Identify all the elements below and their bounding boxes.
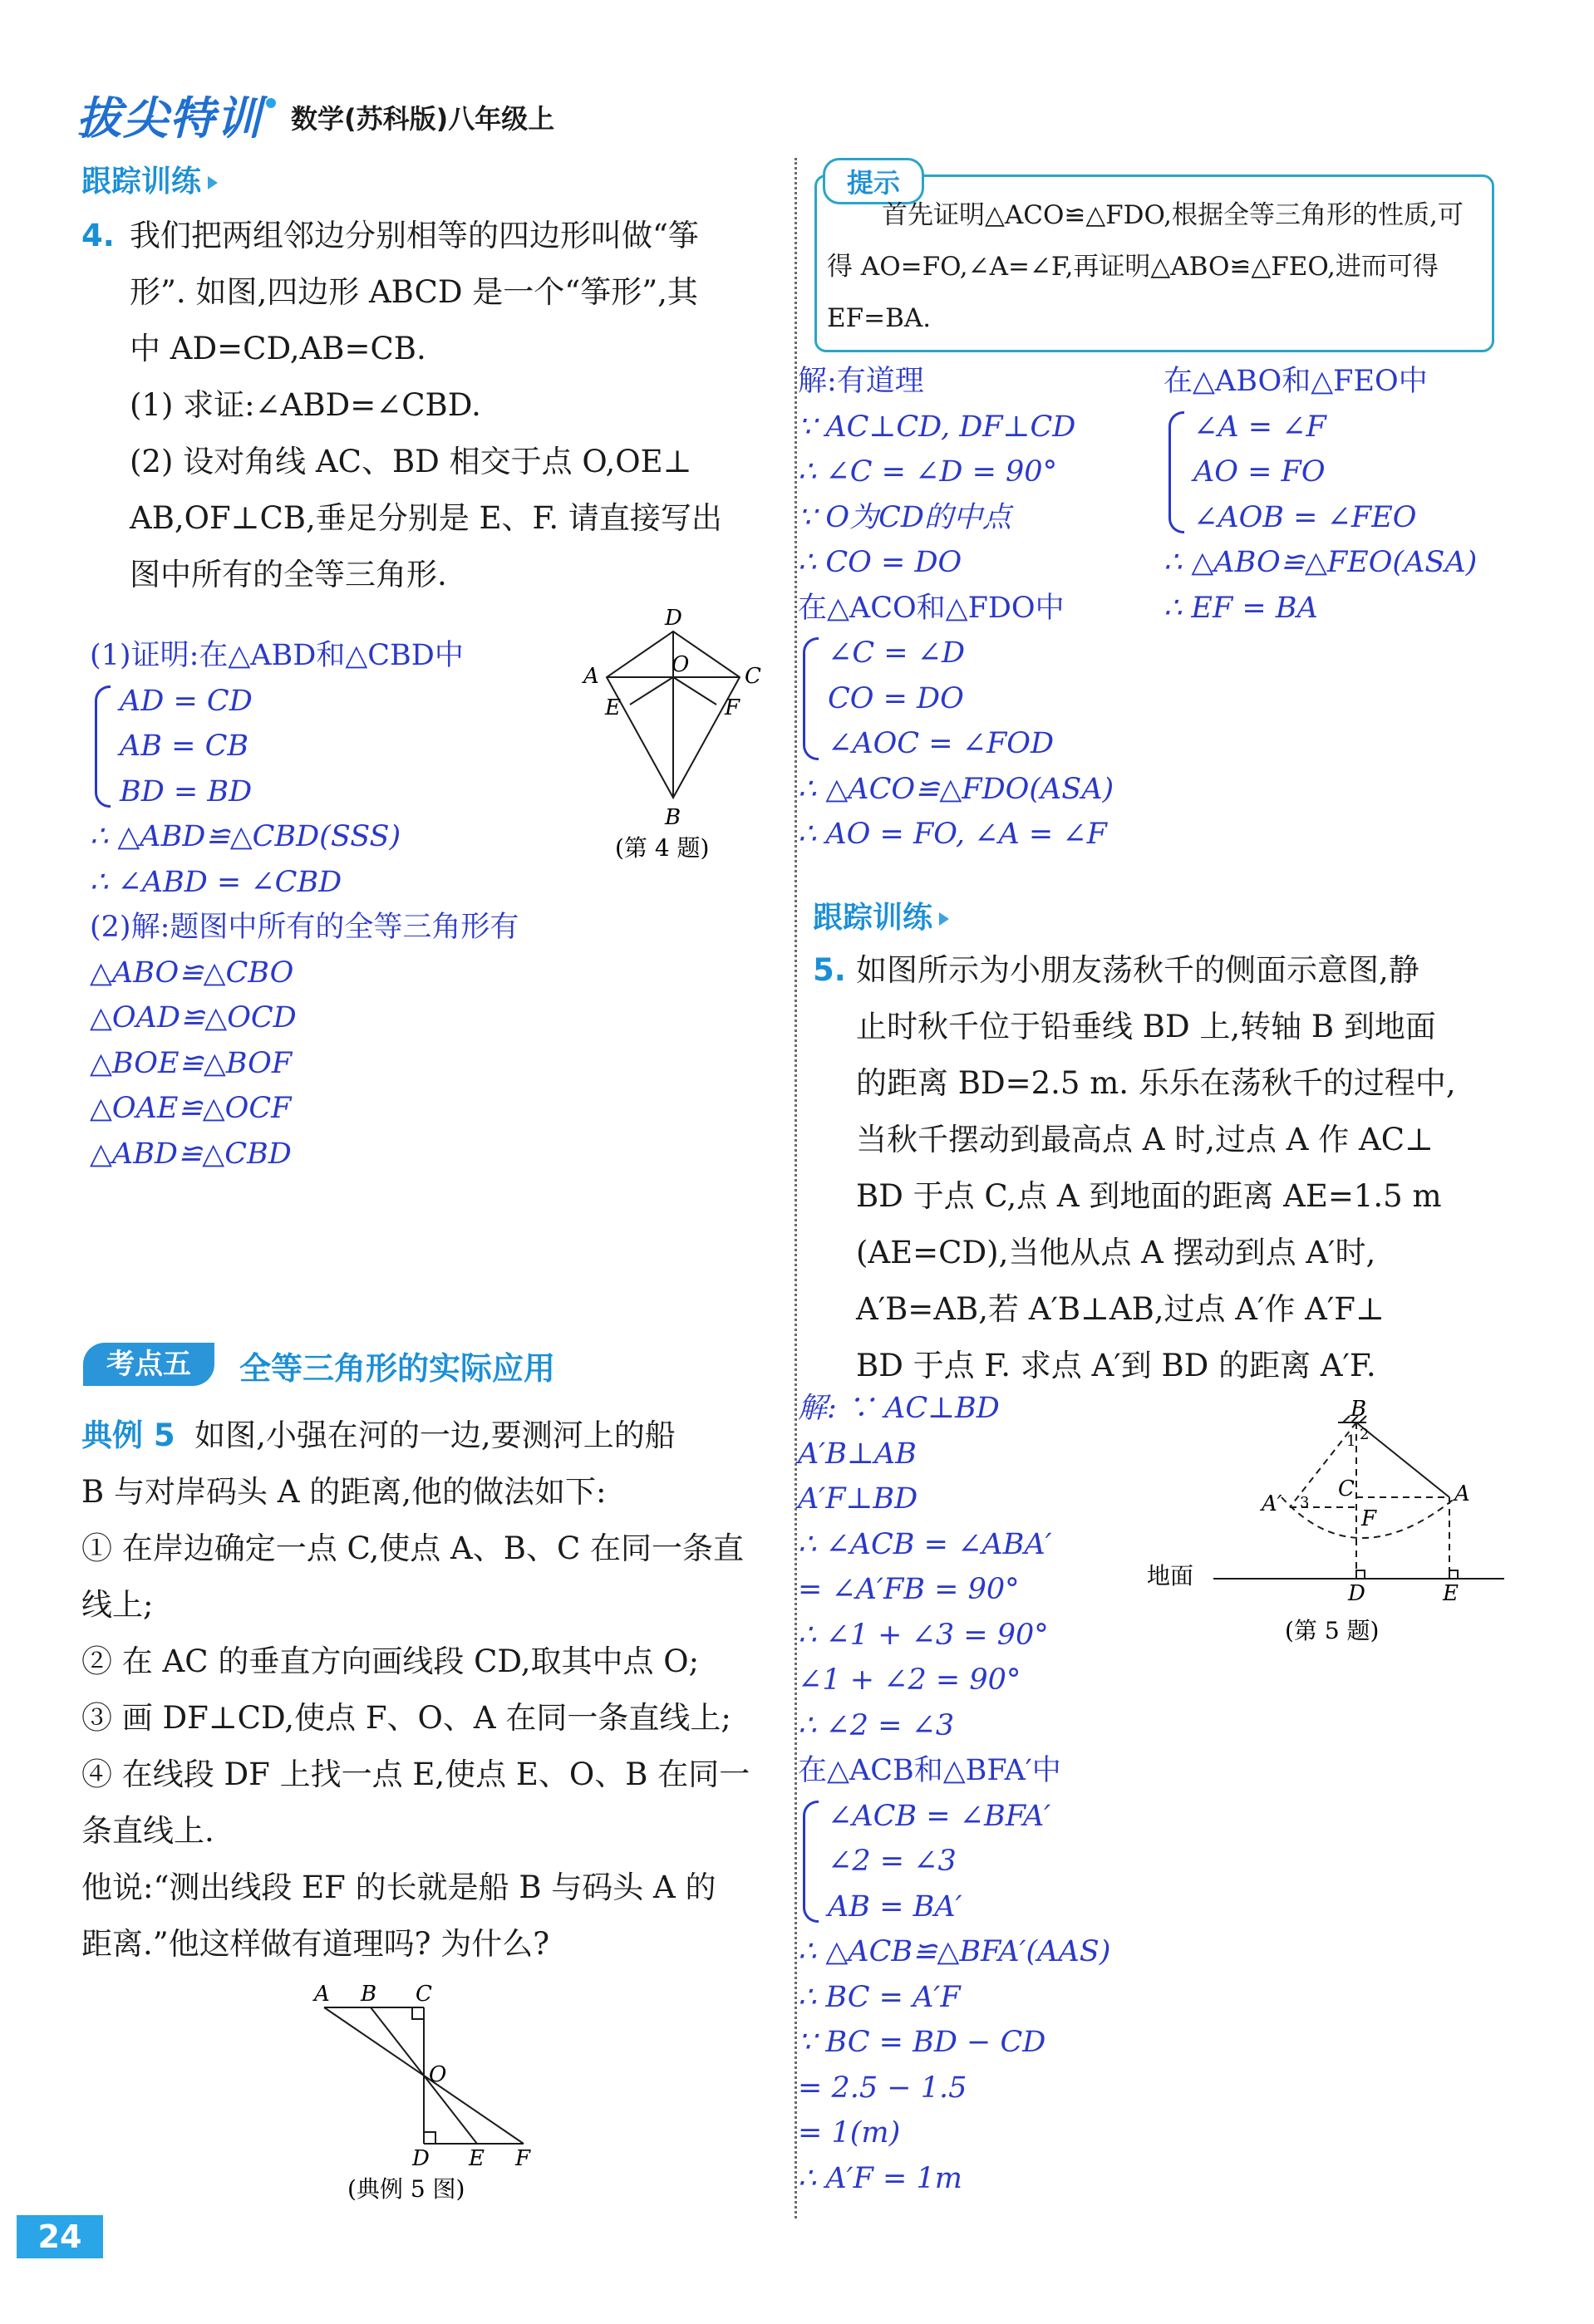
q5-line: 止时秋千位于铅垂线 BD 上,转轴 B 到地面 bbox=[856, 1009, 1436, 1044]
q5-line: A′B=AB,若 A′B⊥AB,过点 A′作 A′F⊥ bbox=[856, 1291, 1385, 1327]
label-o: O bbox=[672, 652, 690, 677]
label-d: D bbox=[412, 2146, 430, 2171]
triangle-icon bbox=[208, 176, 218, 189]
solex-line: ∴ △ABO≌△FEO(ASA) bbox=[1164, 546, 1478, 579]
solex-brace-line: ∠C = ∠D bbox=[828, 636, 966, 670]
label-a-prime: A′ bbox=[1262, 1491, 1282, 1516]
hint-tag: 提示 bbox=[823, 158, 924, 204]
sol5-line: = ∠A′FB = 90° bbox=[798, 1573, 1020, 1606]
label-a: A bbox=[583, 664, 599, 689]
q4-line: 形”. 如图,四边形 ABCD 是一个“筝形”,其 bbox=[130, 274, 698, 310]
solex-line: ∴ CO = DO bbox=[798, 546, 962, 579]
ex5-line: B 与对岸码头 A 的距离,他的做法如下: bbox=[81, 1474, 607, 1510]
ex5-line: ① 在岸边确定一点 C,使点 A、B、C 在同一条直 bbox=[81, 1530, 745, 1566]
sol5-brace bbox=[798, 1794, 1164, 1930]
label-d: D bbox=[1348, 1581, 1365, 1606]
q5-line: BD 于点 F. 求点 A′到 BD 的距离 A′F. bbox=[856, 1348, 1376, 1383]
sol5-brace-line: AB = BA′ bbox=[828, 1889, 962, 1924]
q5-line: 的距离 BD=2.5 m. 乐乐在荡秋千的过程中, bbox=[856, 1065, 1456, 1101]
solex-line: ∴ EF = BA bbox=[1164, 591, 1318, 625]
hint-text: 首先证明△ACO≌△FDO,根据全等三角形的性质,可得 AO=FO,∠A=∠F,再证明△ABO≌△FEO,进而可得 EF=BA. bbox=[827, 200, 1464, 333]
right-angle-e bbox=[1449, 1570, 1458, 1579]
sol4-line: ∴ ∠ABD = ∠CBD bbox=[90, 865, 342, 899]
question-4 bbox=[81, 208, 780, 603]
solex-brace-line: ∠AOB = ∠FEO bbox=[1193, 500, 1417, 534]
sol4-line: △ABD≌△CBD bbox=[90, 1137, 292, 1171]
figure-4-caption: (第 4 题) bbox=[615, 834, 710, 862]
sol4-brace-line: AD = CD bbox=[120, 684, 253, 718]
angle-1: 1 bbox=[1346, 1432, 1356, 1450]
sol5-line: = 2.5 − 1.5 bbox=[798, 2071, 967, 2105]
question-number: 4. bbox=[81, 218, 115, 253]
sol5-line: ∴ ∠2 = ∠3 bbox=[798, 1708, 955, 1742]
keypoint-title: 全等三角形的实际应用 bbox=[239, 1350, 556, 1387]
sol5-line: = 1(m) bbox=[798, 2116, 901, 2150]
ex5-line: 如图,小强在河的一边,要测河上的船 bbox=[194, 1417, 676, 1453]
sol4-line: △BOE≌△BOF bbox=[90, 1046, 293, 1080]
sol5-line: ∠1 + ∠2 = 90° bbox=[798, 1663, 1021, 1697]
sol5-line: 在△ACB和△BFA′中 bbox=[798, 1754, 1061, 1787]
sol5-brace-line: ∠ACB = ∠BFA′ bbox=[828, 1799, 1051, 1833]
ground-label: 地面 bbox=[1147, 1562, 1194, 1589]
sol4-line: (2)解:题图中所有的全等三角形有 bbox=[90, 911, 519, 944]
label-c: C bbox=[745, 664, 761, 689]
segment-oe bbox=[630, 677, 673, 705]
q5-line: BD 于点 C,点 A 到地面的距离 AE=1.5 m bbox=[856, 1178, 1442, 1214]
line-ba bbox=[1356, 1422, 1449, 1497]
solex-line: 在△ABO和△FEO中 bbox=[1164, 365, 1428, 398]
example-figure-caption: (典例 5 图) bbox=[347, 2175, 465, 2203]
angle-3: 3 bbox=[1300, 1494, 1310, 1511]
solex-brace-a bbox=[798, 631, 1164, 767]
example-5 bbox=[81, 1408, 780, 1973]
sol4-intro: (1)证明:在△ABD和△CBD中 bbox=[90, 639, 464, 672]
ex5-line: 线上; bbox=[81, 1587, 154, 1623]
figure-4-kite bbox=[573, 607, 781, 872]
solex-line: ∴ ∠C = ∠D = 90° bbox=[798, 455, 1058, 489]
question-5 bbox=[813, 942, 1511, 1394]
brand-logo: 拔尖特训 bbox=[76, 92, 263, 145]
label-a: A bbox=[1454, 1481, 1470, 1506]
label-b: B bbox=[361, 1982, 377, 2007]
q5-line: 当秋千摆动到最高点 A 时,过点 A 作 AC⊥ bbox=[856, 1122, 1434, 1157]
solution-4 bbox=[90, 633, 605, 1177]
sol5-line: A′B⊥AB bbox=[798, 1437, 917, 1471]
label-d: D bbox=[665, 606, 682, 631]
solex-line: ∵ AC⊥CD, DF⊥CD bbox=[798, 410, 1076, 444]
section-title-tracking-1: 跟踪训练 bbox=[81, 158, 218, 200]
q4-line: (2) 设对角线 AC、BD 相交于点 O,OE⊥ bbox=[130, 444, 692, 479]
solex-brace-line: CO = DO bbox=[828, 681, 964, 715]
segment-of bbox=[673, 677, 716, 705]
q4-line: (1) 求证:∠ABD=∠CBD. bbox=[130, 387, 481, 423]
question-number: 5. bbox=[813, 952, 846, 988]
solex-line: ∴ △ACO≌△FDO(ASA) bbox=[798, 772, 1114, 806]
ex5-line: ② 在 AC 的垂直方向画线段 CD,取其中点 O; bbox=[81, 1644, 700, 1679]
label-c: C bbox=[416, 1982, 432, 2007]
solex-line: ∵ O为CD的中点 bbox=[798, 500, 1011, 534]
header-dot bbox=[266, 98, 276, 108]
q5-line: (AE=CD),当他从点 A 摆动到点 A′时, bbox=[856, 1235, 1376, 1270]
angle-2: 2 bbox=[1360, 1426, 1370, 1443]
sol5-line: ∴ △ACB≌△BFA′(AAS) bbox=[798, 1935, 1111, 1968]
sol4-brace-line: AB = CB bbox=[120, 730, 249, 763]
label-b: B bbox=[1350, 1397, 1367, 1422]
sol5-line: ∴ ∠1 + ∠3 = 90° bbox=[798, 1618, 1049, 1652]
solex-brace-b bbox=[1164, 405, 1513, 541]
ex5-line: 他说:“测出线段 EF 的长就是船 B 与码头 A 的 bbox=[81, 1870, 716, 1905]
label-f: F bbox=[725, 695, 740, 720]
q5-line: 如图所示为小朋友荡秋千的侧面示意图,静 bbox=[856, 952, 1419, 988]
figure-5-swing bbox=[1147, 1397, 1513, 1662]
sol4-line: △ABO≌△CBO bbox=[90, 956, 294, 990]
label-e: E bbox=[469, 2146, 485, 2171]
sol4-line: △OAD≌△OCD bbox=[90, 1001, 297, 1034]
sol5-line: 解: ∵ AC⊥BD bbox=[798, 1392, 1000, 1425]
label-f: F bbox=[1361, 1506, 1377, 1531]
label-a: A bbox=[314, 1982, 330, 2007]
solution-5 bbox=[798, 1386, 1164, 2201]
label-b: B bbox=[665, 805, 681, 830]
pivot-hatch bbox=[1343, 1416, 1350, 1422]
right-angle-d bbox=[424, 2132, 435, 2144]
column-divider bbox=[795, 158, 797, 2218]
solex-line: 解:有道理 bbox=[798, 365, 924, 398]
solex-brace-line: AO = FO bbox=[1193, 455, 1326, 489]
sol5-line: ∴ ∠ACB = ∠ABA′ bbox=[798, 1527, 1052, 1561]
label-e: E bbox=[1443, 1581, 1459, 1606]
sol5-line: ∵ BC = BD − CD bbox=[798, 2026, 1046, 2059]
example-label: 典例 5 bbox=[81, 1417, 175, 1453]
sol5-line: ∴ BC = A′F bbox=[798, 1980, 961, 2014]
q4-line: 我们把两组邻边分别相等的四边形叫做“筝 bbox=[130, 218, 699, 253]
ex5-line: ③ 画 DF⊥CD,使点 F、O、A 在同一条直线上; bbox=[81, 1700, 731, 1736]
sol4-brace-line: BD = BD bbox=[120, 774, 253, 808]
solex-brace-line: ∠A = ∠F bbox=[1193, 410, 1326, 444]
q4-line: AB,OF⊥CB,垂足分别是 E、F. 请直接写出 bbox=[130, 500, 722, 536]
sol4-line: ∴ △ABD≌△CBD(SSS) bbox=[90, 820, 401, 853]
solex-line: 在△ACO和△FDO中 bbox=[798, 591, 1065, 625]
sol5-brace-line: ∠2 = ∠3 bbox=[828, 1845, 957, 1878]
solex-line: ∴ AO = FO, ∠A = ∠F bbox=[798, 818, 1107, 851]
sol5-line: A′F⊥BD bbox=[798, 1482, 918, 1516]
label-o: O bbox=[429, 2062, 447, 2087]
right-angle-c bbox=[412, 2007, 424, 2019]
q4-line: 中 AD=CD,AB=CB. bbox=[130, 331, 426, 366]
book-subtitle: 数学(苏科版)八年级上 bbox=[291, 103, 555, 135]
sol4-brace bbox=[90, 679, 605, 815]
ex5-line: 距离.”他这样做有道理吗? 为什么? bbox=[81, 1926, 550, 1962]
label-e: E bbox=[605, 695, 621, 720]
right-angle-d bbox=[1356, 1570, 1365, 1579]
label-f: F bbox=[515, 2146, 531, 2171]
ex5-line: ④ 在线段 DF 上找一点 E,使点 E、O、B 在同一 bbox=[81, 1757, 750, 1792]
q4-line: 图中所有的全等三角形. bbox=[130, 557, 447, 592]
ex5-line: 条直线上. bbox=[81, 1813, 214, 1849]
section-title-tracking-2: 跟踪训练 bbox=[813, 894, 949, 936]
triangle-icon bbox=[939, 912, 949, 926]
label-c: C bbox=[1338, 1476, 1355, 1501]
keypoint-badge: 考点五 bbox=[83, 1343, 214, 1386]
figure-5-caption: (第 5 题) bbox=[1285, 1617, 1380, 1644]
example-5-figure bbox=[307, 1978, 557, 2202]
solution-example-5-col-b bbox=[1164, 359, 1513, 631]
page-number: 24 bbox=[17, 2215, 103, 2258]
solex-brace-line: ∠AOC = ∠FOD bbox=[828, 727, 1055, 760]
sol4-line: △OAE≌△OCF bbox=[90, 1092, 292, 1125]
sol5-line: ∴ A′F = 1m bbox=[798, 2161, 962, 2195]
solution-example-5-col-a bbox=[798, 359, 1164, 857]
